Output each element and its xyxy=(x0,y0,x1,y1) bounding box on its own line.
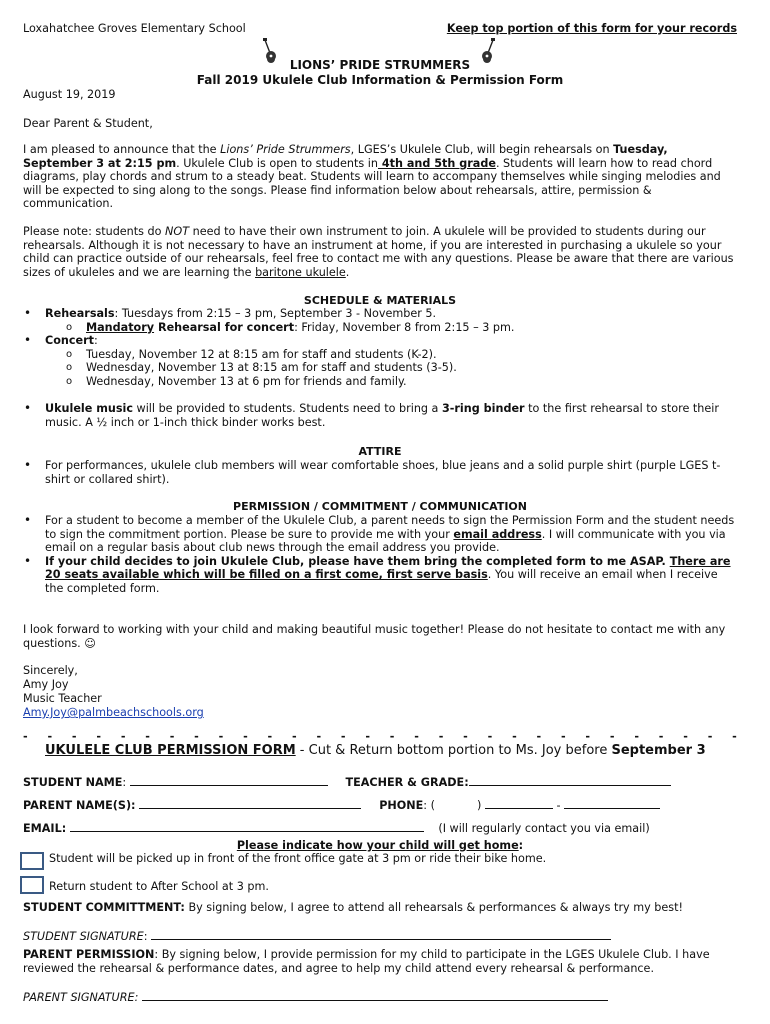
permission-list xyxy=(23,514,737,596)
greeting: Dear Parent & Student, xyxy=(23,117,153,130)
attire-heading: ATTIRE xyxy=(358,445,402,458)
email-row: EMAIL: (I will regularly contact you via email) xyxy=(23,822,650,835)
parent-signature-row: PARENT SIGNATURE: xyxy=(23,989,737,1005)
student-commitment: STUDENT COMMITTMENT: By signing below, I agree to attend all rehearsals & performances & always try my best! xyxy=(23,901,683,914)
attire-list xyxy=(23,459,737,486)
music-item: • Ukulele music will be provided to students. Students need to bring a 3-ring binder to the first rehearsal to store their music. A ½ inch or 1-inch thick binder works best. xyxy=(23,402,737,429)
student-name-row: STUDENT NAME: TEACHER & GRADE: xyxy=(23,774,737,790)
rehearsals-item: • Rehearsals: Tuesdays from 2:15 – 3 pm, September 3 - November 5. o Mandatory Rehearsal for concert: Friday, November 8 from 2:15 – 3 pm. xyxy=(23,307,737,334)
phone-prefix-field[interactable] xyxy=(485,797,553,809)
instrument-note-paragraph: Please note: students do NOT need to have their own instrument to join. A ukulele will be provided to students during our rehearsals. Although it is not necessary to have an instrument at home, if you are interested in purchasing a ukulele so your child can practice outside of our rehearsals, feel free to contact me with any questions. Please be aware that there are various sizes of ukuleles and we are learning the baritone ukulele. xyxy=(23,225,734,279)
student-name-field[interactable] xyxy=(130,774,328,786)
permission-heading: PERMISSION / COMMITMENT / COMMUNICATION xyxy=(233,500,527,513)
permission-item: • For a student to become a member of the Ukulele Club, a parent needs to sign the Permission Form and the student needs to sign the commitment portion. Please be sure to provide me with your email address. I will communicate with you via email on a regular basis about club news through the email address you provide. xyxy=(23,514,737,555)
attire-item: • For performances, ukulele club members will wear comfortable shoes, blue jeans and a solid purple shirt (purple LGES t-shirt or collared shirt). xyxy=(23,459,737,486)
keep-records-note: Keep top portion of this form for your records xyxy=(446,22,737,35)
intro-paragraph: I am pleased to announce that the Lions’ Pride Strummers, LGES’s Ukulele Club, will begin rehearsals on Tuesday, September 3 at 2:15 pm. Ukulele Club is open to students in 4th and 5th grade. Students will learn how to read chord diagrams, play chords and strum to a steady beat. Students will learn to accompany themselves while singing melodies and will be expected to sing along to the songs. Please find information below about rehearsals, attire, permission & communication. xyxy=(23,143,721,211)
concert-date-item: o Wednesday, November 13 at 8:15 am for staff and students (3-5). xyxy=(23,361,737,375)
teacher-role: Music Teacher xyxy=(23,692,102,705)
sign-off: Sincerely, xyxy=(23,664,78,677)
concert-date-item: o Wednesday, November 13 at 6 pm for friends and family. xyxy=(23,375,737,389)
form-heading: Fall 2019 Ukulele Club Information & Permission Form xyxy=(196,73,564,87)
pickup-checkbox[interactable] xyxy=(20,852,44,870)
club-title: LIONS’ PRIDE STRUMMERS xyxy=(289,58,471,72)
teacher-name: Amy Joy xyxy=(23,678,69,691)
parent-names-field[interactable] xyxy=(139,797,361,809)
pickup-option-label: Student will be picked up in front of the front office gate at 3 pm or ride their bike home. xyxy=(49,852,547,865)
join-item: • If your child decides to join Ukulele Club, please have them bring the completed form to me ASAP. There are 20 seats available which will be filled on a first come, first serve basis. You will receive an email when I receive the completed form. xyxy=(23,555,737,596)
parent-row: PARENT NAME(S): PHONE: ( ) - xyxy=(23,797,737,813)
schedule-list xyxy=(23,307,737,389)
concert-date-item: o Tuesday, November 12 at 8:15 am for staff and students (K-2). xyxy=(23,348,737,362)
schedule-heading: SCHEDULE & MATERIALS xyxy=(303,294,457,307)
materials-list xyxy=(23,402,737,429)
student-signature-row: STUDENT SIGNATURE: xyxy=(23,928,737,944)
permission-form-title: UKULELE CLUB PERMISSION FORM - Cut & Return bottom portion to Ms. Joy before September 3 xyxy=(45,743,706,758)
phone-number-field[interactable] xyxy=(564,797,660,809)
concert-item: • Concert: o Tuesday, November 12 at 8:15 am for staff and students (K-2). o Wednesday, November 13 at 8:15 am for staff and students (3-5). o Wednesday, November 13 at 6 pm for friends and family. xyxy=(23,334,737,388)
teacher-email-link[interactable]: Amy.Joy@palmbeachschools.org xyxy=(23,706,204,719)
email-field[interactable] xyxy=(70,820,424,832)
parent-permission: PARENT PERMISSION: By signing below, I provide permission for my child to participate in the LGES Ukulele Club. I have reviewed the rehearsal & performance dates, and agree to help my child attend every rehearsal & performance. xyxy=(23,948,710,975)
how-home-heading: Please indicate how your child will get home: xyxy=(236,839,524,852)
school-name: Loxahatchee Groves Elementary School xyxy=(23,22,246,35)
after-school-checkbox[interactable] xyxy=(20,876,44,894)
student-signature-field[interactable] xyxy=(151,928,611,940)
after-school-option-label: Return student to After School at 3 pm. xyxy=(49,880,269,893)
cut-line: - - - - - - - - - - - - - - - - - - - - - - - - - - - - - - xyxy=(23,730,737,743)
mandatory-rehearsal-item: o Mandatory Rehearsal for concert: Friday, November 8 from 2:15 – 3 pm. xyxy=(23,321,737,335)
parent-signature-field[interactable] xyxy=(142,989,608,1001)
teacher-grade-field[interactable] xyxy=(469,774,671,786)
letter-date: August 19, 2019 xyxy=(23,88,116,101)
closing-paragraph: I look forward to working with your child and making beautiful music together! Please do not hesitate to contact me with any questions. ☺ xyxy=(23,623,726,650)
